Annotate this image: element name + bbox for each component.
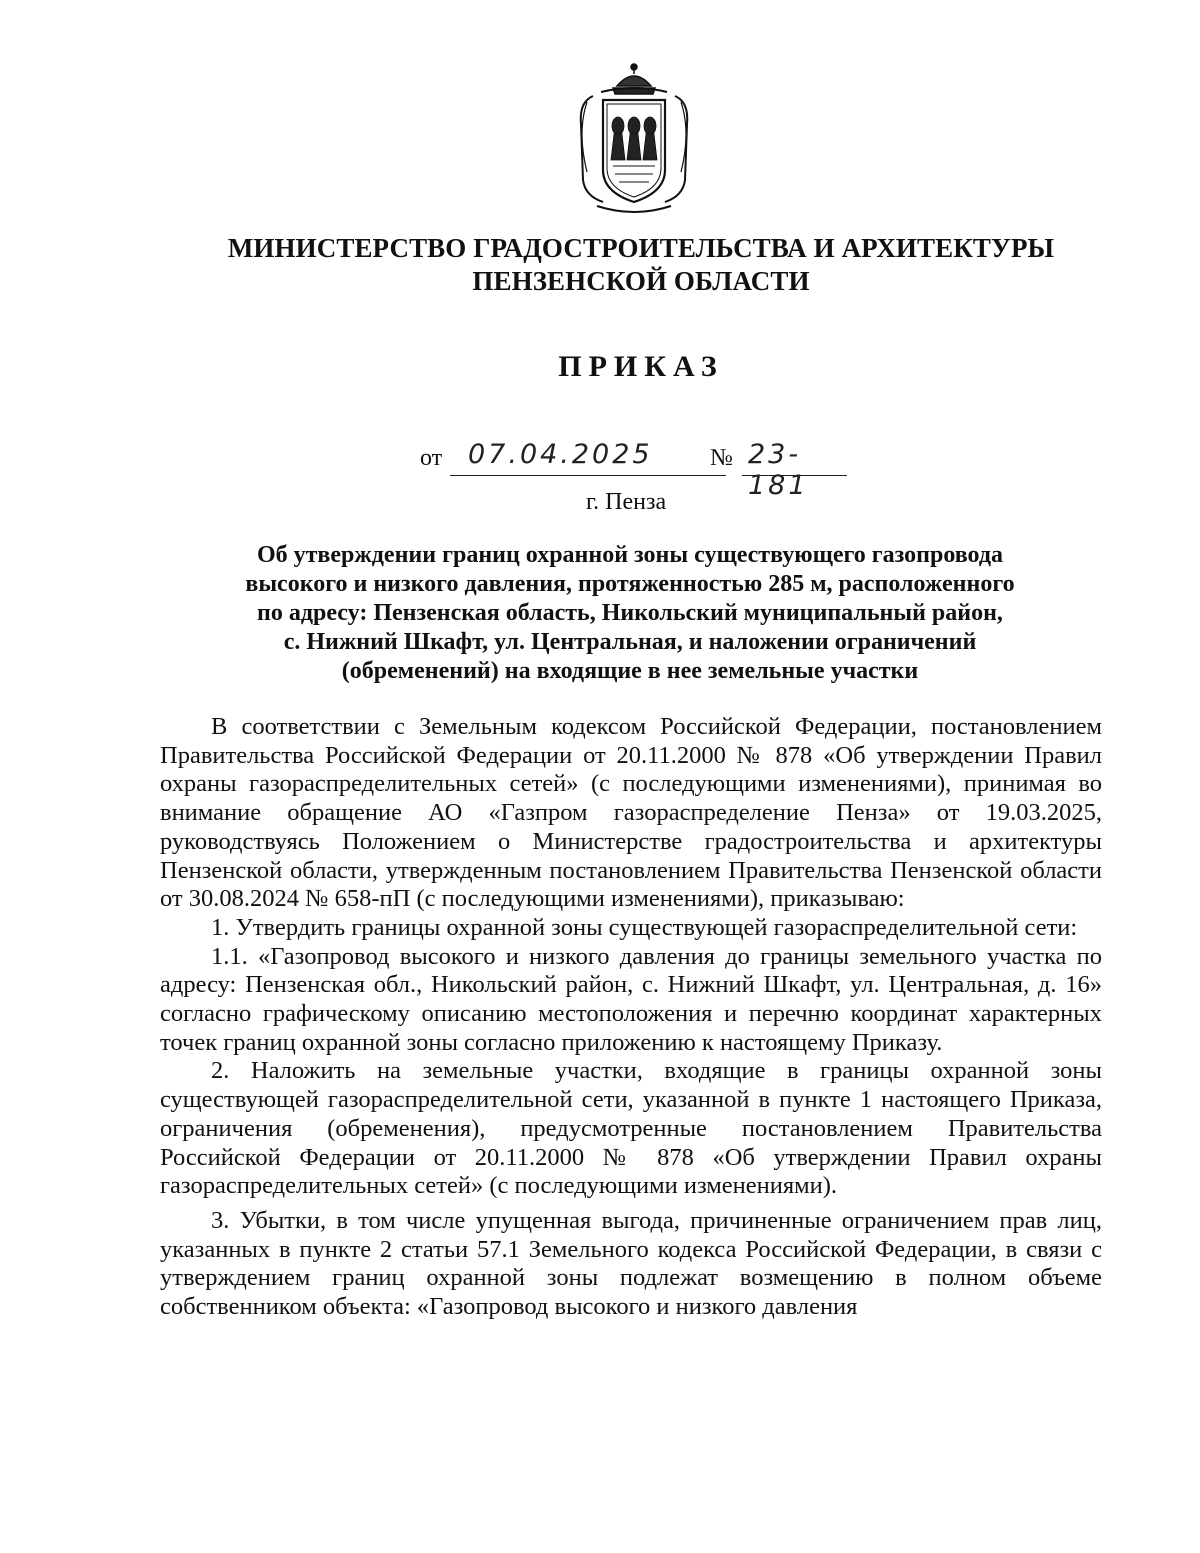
city-label: г. Пенза bbox=[586, 489, 667, 515]
ministry-name-line1: МИНИСТЕРСТВО ГРАДОСТРОИТЕЛЬСТВА И АРХИТЕКТУРЫ bbox=[227, 233, 1055, 263]
subject-line: с. Нижний Шкафт, ул. Центральная, и наложении ограничений bbox=[283, 629, 977, 655]
date-field bbox=[450, 441, 726, 476]
document-subject bbox=[160, 541, 1100, 686]
number-field bbox=[742, 439, 847, 501]
clause-2: 2. Наложить на земельные участки, входящие в границы охранной зоны существующей газораспределительной сети, указанной в пункте 1 настоящего Приказа, ограничения (обременения), предусмотренные постановлением Правительства Российской Федерации от 20.11.2000 № 878 «Об утверждении Правил охраны газораспределительных сетей» (с последующими изменениями). bbox=[160, 1057, 1102, 1200]
subject-line: по адресу: Пензенская область, Никольский муниципальный район, bbox=[257, 600, 1003, 626]
clause-1-1: 1.1. «Газопровод высокого и низкого давления до границы земельного участка по адресу: Пензенская обл., Никольский район, с. Нижний Шкафт, ул. Центральная, д. 16» согласно графическому описанию местоположения и перечню координат характерных точек границ охранной зоны согласно приложению к настоящему Приказу. bbox=[160, 942, 1102, 1056]
number-prefix: № bbox=[710, 445, 733, 471]
subject-line: высокого и низкого давления, протяженностью 285 м, расположенного bbox=[245, 571, 1015, 597]
document-type-title: ПРИКАЗ bbox=[558, 350, 724, 383]
handwritten-date: 07.04.2025 bbox=[468, 439, 653, 470]
preamble-paragraph: В соответствии с Земельным кодексом Российской Федерации, постановлением Правительства Российской Федерации от 20.11.2000 № 878 «Об утверждении Правил охраны газораспределительных сетей» (с последующими изменениями), принимая во внимание обращение АО «Газпром газораспределение Пенза» от 19.03.2025, руководствуясь Положением о Министерстве градостроительства и архитектуры Пензенской области, утвержденным постановлением Правительства Пензенской области от 30.08.2024 № 658-пП (с последующими изменениями), приказываю: bbox=[160, 713, 1102, 913]
subject-line: Об утверждении границ охранной зоны существующего газопровода bbox=[256, 542, 1004, 568]
subject-line: (обременений) на входящие в нее земельные участки bbox=[341, 658, 919, 684]
coat-of-arms-emblem bbox=[573, 62, 695, 214]
date-prefix: от bbox=[420, 445, 443, 471]
date-number-line bbox=[420, 439, 860, 501]
handwritten-number: 23-181 bbox=[748, 439, 809, 501]
clause-3: 3. Убытки, в том числе упущенная выгода, причиненные ограничением прав лиц, указанных в пункте 2 статьи 57.1 Земельного кодекса Российской Федерации, в связи с утверждением границ охранной зоны подлежат возмещению в полном объеме собственником объекта: «Газопровод высокого и низкого давления bbox=[160, 1206, 1102, 1321]
ministry-name-line2: ПЕНЗЕНСКОЙ ОБЛАСТИ bbox=[472, 266, 810, 296]
document-body bbox=[160, 713, 1102, 1322]
clause-1: 1. Утвердить границы охранной зоны существующей газораспределительной сети: bbox=[211, 913, 1078, 941]
